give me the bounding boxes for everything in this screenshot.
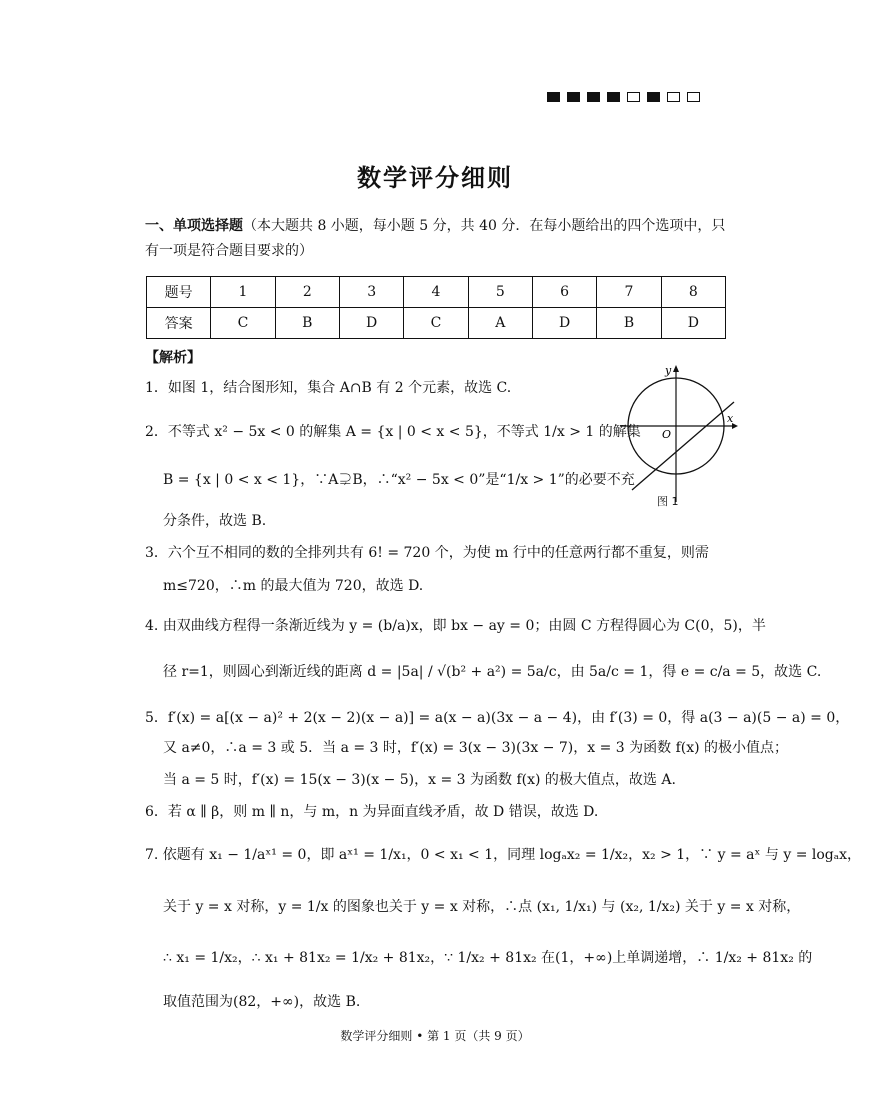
line-y-equals-x [632,402,734,490]
table-cell: D [339,308,403,339]
page-title: 数学评分细则 [357,164,513,192]
header-square [587,92,600,102]
solution-line: 分条件，故选 B. [163,513,267,529]
table-cell: 5 [468,277,532,308]
table-cell: 4 [404,277,468,308]
header-square [547,92,560,102]
table-cell: C [404,308,468,339]
table-cell: D [532,308,596,339]
solution-line: 取值范围为(82，+∞)，故选 B. [163,994,361,1010]
origin-label: O [662,428,672,441]
header-square [667,92,680,102]
table-cell: D [661,308,725,339]
table-cell: 8 [661,277,725,308]
solution-line: B = {x | 0 < x < 1}，∵A⊋B，∴“x² − 5x < 0”是“1/x > 1”的必要不充 [163,472,635,488]
page-footer: 数学评分细则 • 第 1 页（共 9 页） [340,1029,530,1043]
table-cell: B [275,308,339,339]
solution-line: 径 r=1，则圆心到渐近线的距离 d = |5a| / √(b² + a²) = 5a/c，由 5a/c = 1，得 e = c/a = 5，故选 C. [163,664,822,680]
table-cell: A [468,308,532,339]
table-cell: 7 [597,277,661,308]
table-header-cell: 答案 [147,308,211,339]
section-desc-2: 有一项是符合题目要求的） [145,243,313,259]
solution-line: 又 a≠0，∴a = 3 或 5．当 a = 3 时，f′(x) = 3(x − 3)(3x − 7)，x = 3 为函数 f(x) 的极小值点； [163,740,789,756]
table-cell: 6 [532,277,596,308]
solution-line: 5．f′(x) = a[(x − a)² + 2(x − 2)(x − a)] = a(x − a)(3x − a − 4)，由 f′(3) = 0，得 a(3 − a)(5 − a) = 0， [145,710,850,726]
header-square [687,92,700,102]
solution-line: 3．六个互不相同的数的全排列共有 6! = 720 个，为使 m 行中的任意两行都不重复，则需 [145,545,709,561]
table-cell: 1 [211,277,275,308]
section-header [145,214,730,264]
table-row [147,308,726,339]
solution-line: 1．如图 1，结合图形知，集合 A∩B 有 2 个元素，故选 C. [145,380,512,396]
figure-1-diagram [618,362,740,512]
header-marks [547,92,700,102]
header-square [567,92,580,102]
figure-caption: 图 1 [657,495,679,508]
y-axis-arrow [673,365,679,372]
header-square [607,92,620,102]
table-cell: 2 [275,277,339,308]
x-axis-label: x [727,412,734,425]
solution-line: 关于 y = x 对称，y = 1/x 的图象也关于 y = x 对称，∴点 (x₁, 1/x₁) 与 (x₂, 1/x₂) 关于 y = x 对称， [163,899,801,915]
solution-line: 当 a = 5 时，f′(x) = 15(x − 3)(x − 5)，x = 3 为函数 f(x) 的极大值点，故选 A. [163,772,676,788]
solution-line: 2．不等式 x² − 5x < 0 的解集 A = {x | 0 < x < 5}，不等式 1/x > 1 的解集 [145,424,641,440]
table-cell: C [211,308,275,339]
section-label: 一、单项选择题 [145,218,243,234]
header-square [627,92,640,102]
table-cell: 3 [339,277,403,308]
solution-line: m≤720，∴m 的最大值为 720，故选 D. [163,578,424,594]
section-desc-1: （本大题共 8 小题，每小题 5 分，共 40 分．在每小题给出的四个选项中，只 [243,218,726,234]
solution-line: ∴ x₁ = 1/x₂，∴ x₁ + 81x₂ = 1/x₂ + 81x₂，∵ 1/x₂ + 81x₂ 在(1，+∞)上单调递增，∴ 1/x₂ + 81x₂ 的 [163,950,813,966]
header-square [647,92,660,102]
solution-line: 4. 由双曲线方程得一条渐近线为 y = (b/a)x，即 bx − ay = 0；由圆 C 方程得圆心为 C(0，5)，半 [145,618,766,634]
solution-line: 7. 依题有 x₁ − 1/aˣ¹ = 0，即 aˣ¹ = 1/x₁，0 < x₁ < 1，同理 logₐx₂ = 1/x₂，x₂ > 1，∵ y = aˣ 与 y = logₐx， [145,847,862,863]
y-axis-label: y [665,364,672,377]
table-cell: B [597,308,661,339]
solution-line: 6．若 α ∥ β，则 m ∥ n，与 m，n 为异面直线矛盾，故 D 错误，故选 D. [145,804,599,820]
analysis-heading: 【解析】 [145,350,201,366]
table-header-cell: 题号 [147,277,211,308]
answer-table [146,276,726,339]
table-row [147,277,726,308]
